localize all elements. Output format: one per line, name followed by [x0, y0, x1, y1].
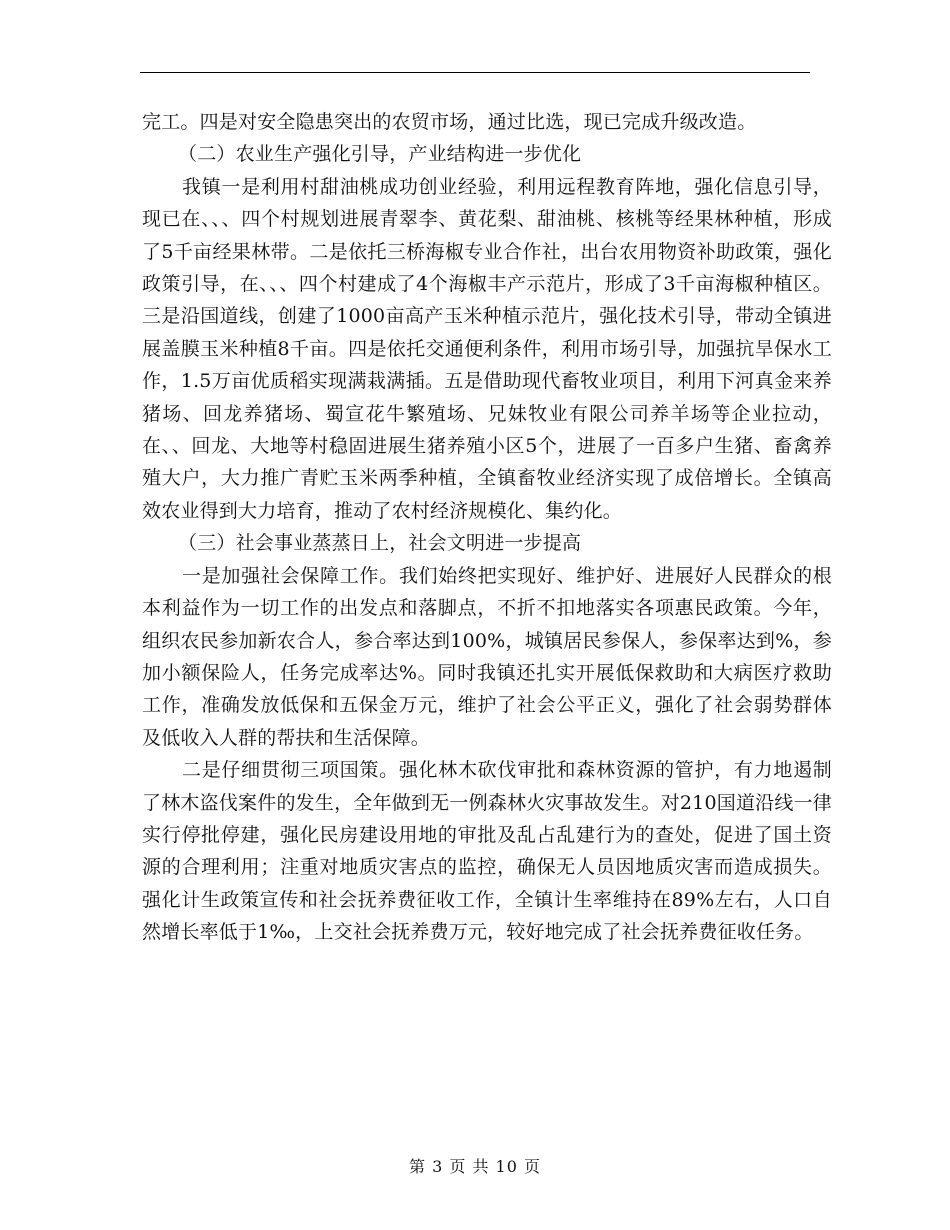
section-heading-social: （三）社会事业蒸蒸日上，社会文明进一步提高	[178, 532, 582, 555]
section-heading-agriculture: （二）农业生产强化引导，产业结构进一步优化	[178, 143, 582, 166]
paragraph-social-security: 一是加强社会保障工作。我们始终把实现好、维护好、进展好人民群众的根本利益作为一切工作的出发点和落脚点，不折不扣地落实各项惠民政策。今年，组织农民参加新农合人，参合率达到100%，城镇居民参保人，参保率达到%，参加小额保险人，任务完成率达%。同时我镇还扎实开展低保救助和大病医疗救助工作，准确发放低保和五保金万元，维护了社会公平正义，强化了社会弱势群体及低收入人群的帮扶和生活保障。	[142, 564, 832, 749]
paragraph-agriculture: 我镇一是利用村甜油桃成功创业经验，利用远程教育阵地，强化信息引导，现已在、、、四个村规划进展青翠李、黄花梨、甜油桃、核桃等经果林种植，形成了5千亩经果林带。二是依托三桥海椒专业合作社，出台农用物资补助政策，强化政策引导，在、、、四个村建成了4个海椒丰产示范片，形成了3千亩海椒种植区。三是沿国道线，创建了1000亩高产玉米种植示范片，强化技术引导，带动全镇进展盖膜玉米种植8千亩。四是依托交通便利条件，利用市场引导，加强抗旱保水工作，1.5万亩优质稻实现满栽满插。五是借助现代畜牧业项目，利用下河真金来养猪场、回龙养猪场、蜀宣花牛繁殖场、兄妹牧业有限公司养羊场等企业拉动，在、、回龙、大地等村稳固进展生猪养殖小区5个，进展了一百多户生猪、畜禽养殖大户，大力推广青贮玉米两季种植，全镇畜牧业经济实现了成倍增长。全镇高效农业得到大力培育，推动了农村经济规模化、集约化。	[142, 175, 832, 522]
page-footer: 第 3 页 共 10 页	[409, 1157, 541, 1176]
paragraph-continuation: 完工。四是对安全隐患突出的农贸市场，通过比选，现已完成升级改造。	[142, 111, 757, 133]
header-rule	[140, 72, 810, 73]
paragraph-national-policies: 二是仔细贯彻三项国策。强化林木砍伐审批和森林资源的管护，有力地遏制了林木盗伐案件的发生，全年做到无一例森林火灾事故发生。对210国道沿线一律实行停批停建，强化民房建设用地的审批及乱占乱建行为的查处，促进了国土资源的合理利用；注重对地质灾害点的监控，确保无人员因地质灾害而造成损失。强化计生政策宣传和社会抚养费征收工作，全镇计生率维持在89%左右，人口自然增长率低于1‰，上交社会抚养费万元，较好地完成了社会抚养费征收任务。	[142, 759, 832, 944]
document-body	[142, 106, 832, 949]
